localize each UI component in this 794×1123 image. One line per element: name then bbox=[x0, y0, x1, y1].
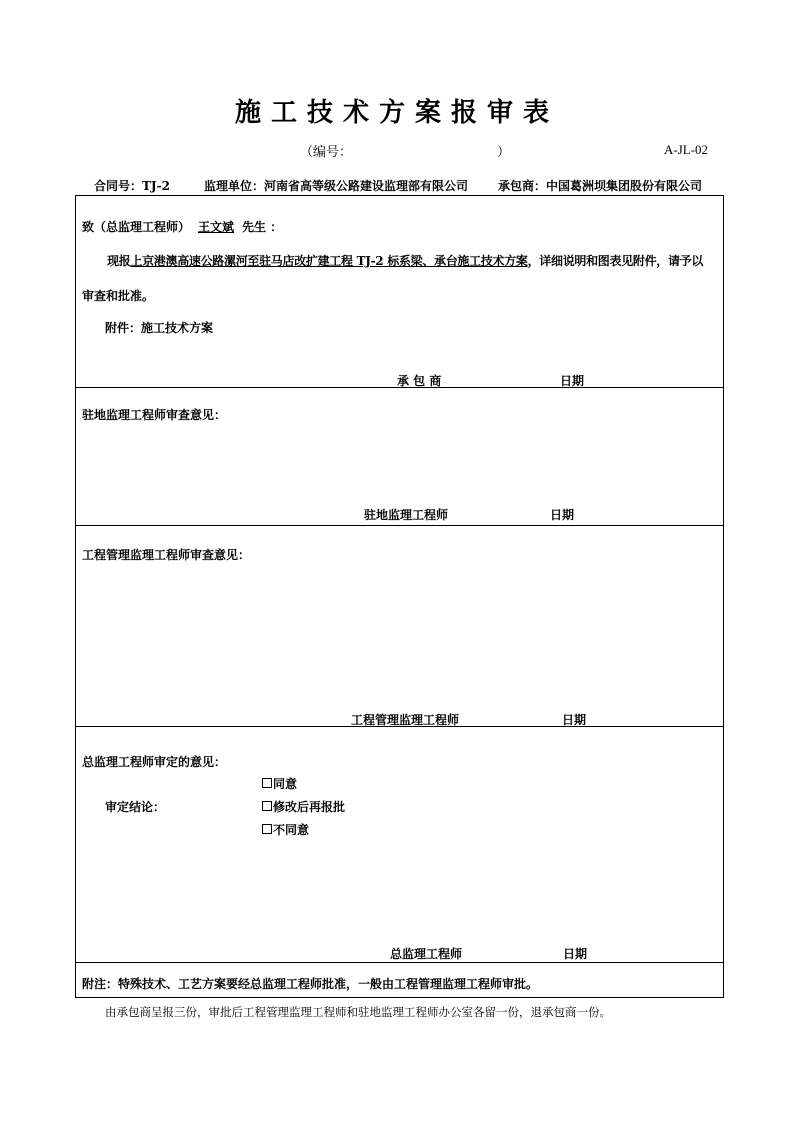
form-table bbox=[75, 195, 724, 998]
option-label: 不同意 bbox=[273, 823, 310, 837]
distribution-note: 由承包商呈报三份，审批后工程管理监理工程师和驻地监理工程师办公室各留一份，退承包商一份。 bbox=[105, 1005, 611, 1019]
option-reject[interactable] bbox=[262, 821, 309, 838]
form-title: 施工技术方案报审表 bbox=[234, 98, 559, 128]
option-approve[interactable] bbox=[262, 775, 297, 792]
submission-prefix: 现报 bbox=[107, 254, 131, 268]
submission-text-line2: 审查和批准。 bbox=[82, 289, 155, 303]
serial-number-close: ） bbox=[497, 145, 511, 160]
management-engineer-heading: 工程管理监理工程师审查意见： bbox=[82, 548, 251, 562]
attachment-line: 附件：施工技术方案 bbox=[105, 321, 214, 335]
addressee-line bbox=[82, 218, 282, 235]
contractor-name: 承包商：中国葛洲坝集团股份有限公司 bbox=[498, 179, 703, 193]
addressee-name: 王文斌 bbox=[198, 220, 235, 234]
chief-engineer-heading: 总监理工程师审定的意见： bbox=[82, 755, 227, 769]
date-label: 日期 bbox=[563, 947, 588, 961]
conclusion-label: 审定结论： bbox=[105, 800, 166, 814]
addressee-suffix: 先生 ： bbox=[242, 220, 283, 234]
addressee-prefix: 致（总监理工程师） bbox=[82, 220, 191, 234]
date-label: 日期 bbox=[550, 508, 575, 522]
submission-text bbox=[107, 252, 703, 269]
date-label: 日期 bbox=[560, 374, 585, 388]
contract-number: 合同号：TJ-2 bbox=[94, 179, 170, 193]
option-revise[interactable] bbox=[262, 798, 345, 815]
option-label: 修改后再报批 bbox=[273, 800, 346, 814]
supervision-unit: 监理单位：河南省高等级公路建设监理部有限公司 bbox=[204, 179, 469, 193]
checkbox-icon[interactable] bbox=[262, 778, 272, 788]
date-label: 日期 bbox=[562, 713, 587, 727]
checkbox-icon[interactable] bbox=[262, 801, 272, 811]
resident-engineer-signature-label: 驻地监理工程师 bbox=[364, 508, 449, 522]
submission-suffix: ，详细说明和图表见附件，请予以 bbox=[527, 254, 704, 268]
management-engineer-signature-label: 工程管理监理工程师 bbox=[351, 713, 460, 727]
project-description: 上京港澳高速公路漯河至驻马店改扩建工程 TJ-2 标系梁、承台施工技术方案 bbox=[130, 254, 528, 268]
resident-engineer-heading: 驻地监理工程师审查意见： bbox=[82, 408, 227, 422]
chief-engineer-signature-label: 总监理工程师 bbox=[390, 947, 463, 961]
form-code: A-JL-02 bbox=[664, 142, 709, 157]
section-divider bbox=[75, 525, 724, 526]
option-label: 同意 bbox=[273, 777, 298, 791]
serial-number-label: （编号： bbox=[300, 145, 353, 160]
remark: 附注：特殊技术、工艺方案要经总监理工程师批准，一般由工程管理监理工程师审批。 bbox=[82, 977, 539, 991]
checkbox-icon[interactable] bbox=[262, 824, 272, 834]
section-divider bbox=[75, 962, 724, 963]
contractor-signature-label: 承 包 商 bbox=[397, 374, 442, 388]
